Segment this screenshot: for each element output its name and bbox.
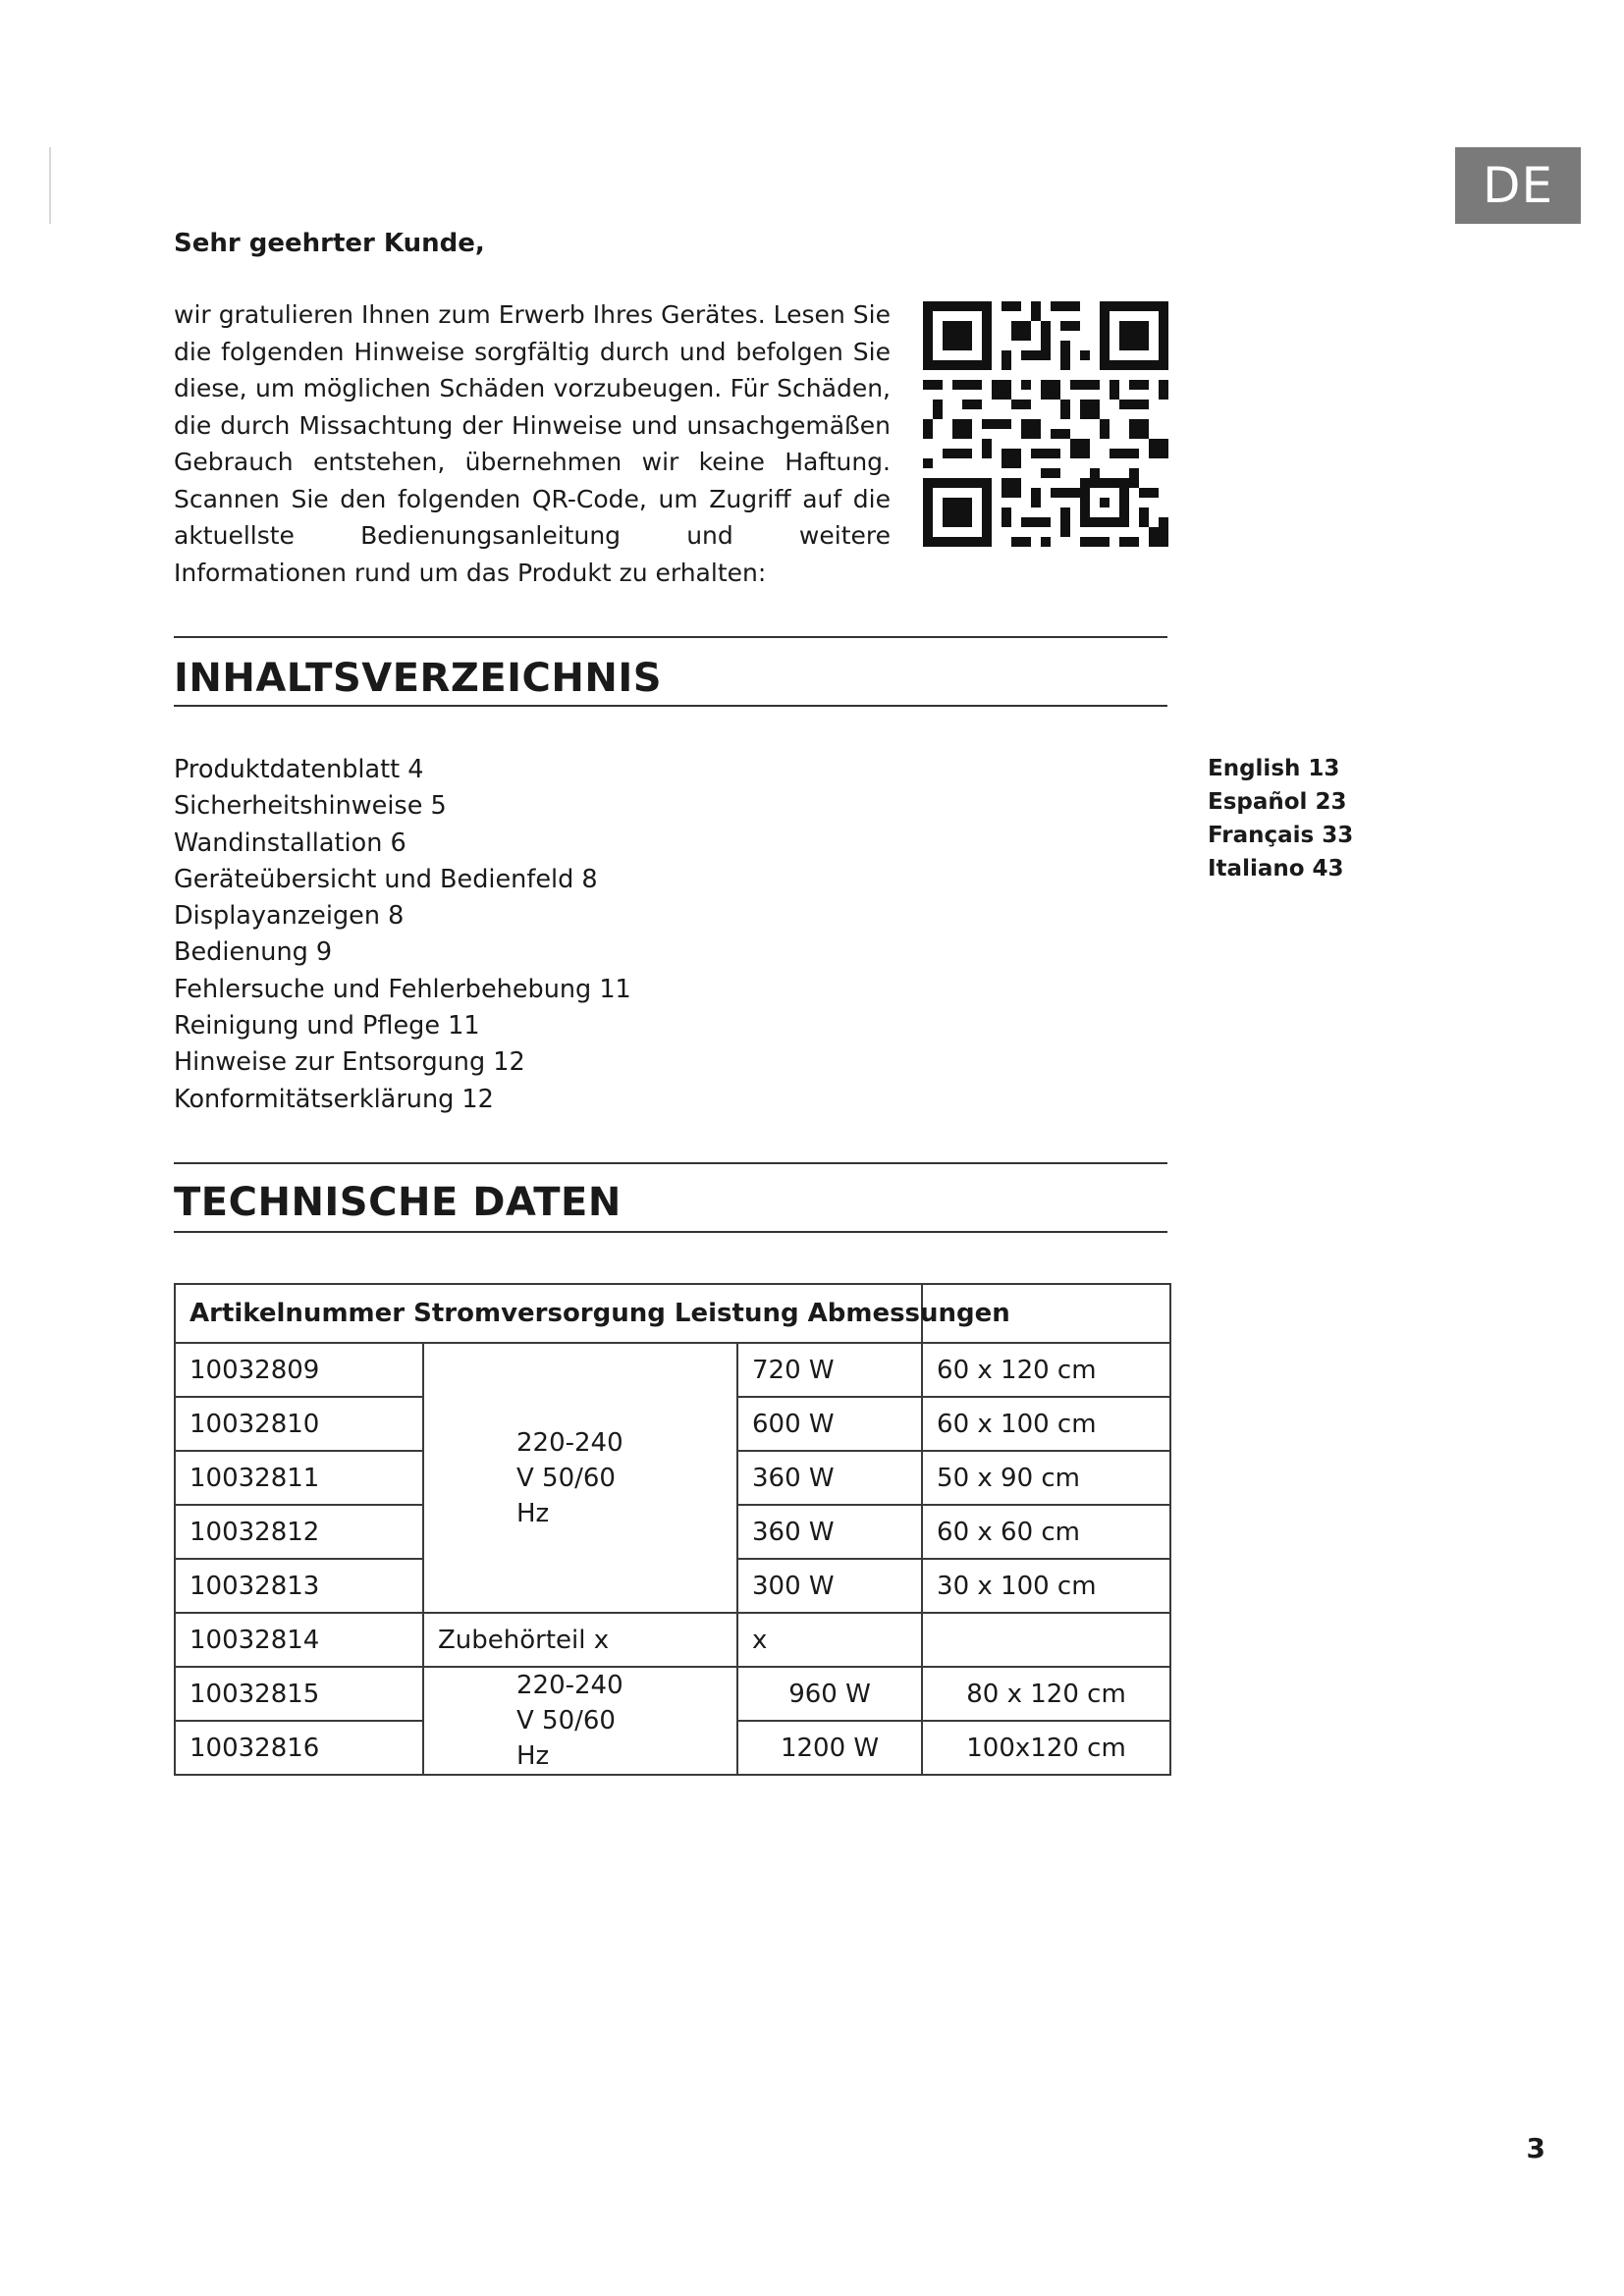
toc-item[interactable]: Fehlersuche und Fehlerbehebung 11 (174, 974, 631, 1004)
toc-item[interactable]: Hinweise zur Entsorgung 12 (174, 1047, 525, 1078)
rule-bottom-tech (174, 1231, 1167, 1233)
toc-heading: INHALTSVERZEICHNIS (174, 656, 663, 701)
power-cell: 1200 W (737, 1721, 922, 1775)
table-row (175, 1343, 1170, 1397)
supply-text: 220-240 V 50/60 Hz (516, 1427, 623, 1528)
power-cell: x (737, 1613, 922, 1667)
qr-code-icon (923, 301, 1168, 547)
rule-bottom-toc (174, 705, 1167, 707)
toc-item[interactable]: Sicherheitshinweise 5 (174, 791, 447, 822)
rule-top-toc (174, 636, 1167, 638)
article-cell: 10032810 (175, 1397, 423, 1451)
article-cell: 10032813 (175, 1559, 423, 1613)
language-link-italian[interactable]: Italiano 43 (1208, 856, 1344, 881)
toc-item[interactable]: Bedienung 9 (174, 937, 333, 968)
article-cell: 10032816 (175, 1721, 423, 1775)
power-cell: 960 W (737, 1667, 922, 1721)
tech-heading: TECHNISCHE DATEN (174, 1180, 622, 1225)
table-row (175, 1667, 1170, 1721)
size-cell: 80 x 120 cm (922, 1667, 1170, 1721)
article-cell: 10032815 (175, 1667, 423, 1721)
power-cell: 300 W (737, 1559, 922, 1613)
language-link-english[interactable]: English 13 (1208, 756, 1340, 781)
language-tab: DE (1455, 147, 1581, 224)
language-index (1208, 752, 1353, 885)
table-header-row (175, 1284, 1170, 1343)
size-cell: 30 x 100 cm (922, 1559, 1170, 1613)
size-cell: 60 x 60 cm (922, 1505, 1170, 1559)
supply-text: 220-240 V 50/60 Hz (516, 1671, 623, 1771)
intro-paragraph: wir gratulieren Ihnen zum Erwerb Ihres Gerätes. Lesen Sie die folgenden Hinweise sorgfältig durch und befolgen Sie diese, um möglichen Schäden vorzubeugen. Für Schäden, die durch Missachtung der Hinweise und unsachgemäßen Gebrauch entstehen, übernehmen wir keine Haftung. Scannen Sie den folgenden QR-Code, um Zugriff auf die aktuellste Bedienungsanleitung und weitere Informationen rund um das Produkt zu erhalten: (174, 300, 891, 587)
article-cell: 10032812 (175, 1505, 423, 1559)
supply-cell (423, 1343, 737, 1613)
page-number: 3 (1526, 2132, 1545, 2164)
language-link-french[interactable]: Français 33 (1208, 823, 1354, 848)
size-cell: 60 x 120 cm (922, 1343, 1170, 1397)
power-cell: 360 W (737, 1451, 922, 1505)
greeting: Sehr geehrter Kunde, (174, 229, 485, 258)
toc-item[interactable]: Konformitätserklärung 12 (174, 1084, 494, 1114)
article-cell: 10032814 (175, 1613, 423, 1667)
toc-item[interactable]: Reinigung und Pflege 11 (174, 1011, 480, 1041)
rule-top-tech (174, 1162, 1167, 1164)
toc-item[interactable]: Displayanzeigen 8 (174, 901, 405, 932)
power-cell: 360 W (737, 1505, 922, 1559)
size-cell (922, 1613, 1170, 1667)
size-cell: 50 x 90 cm (922, 1451, 1170, 1505)
supply-cell (423, 1667, 737, 1775)
toc-item[interactable]: Wandinstallation 6 (174, 828, 406, 858)
language-link-spanish[interactable]: Español 23 (1208, 789, 1347, 815)
article-cell: 10032811 (175, 1451, 423, 1505)
size-cell: 60 x 100 cm (922, 1397, 1170, 1451)
power-cell: 720 W (737, 1343, 922, 1397)
article-cell: 10032809 (175, 1343, 423, 1397)
power-cell: 600 W (737, 1397, 922, 1451)
accessory-cell: Zubehörteil x (423, 1613, 737, 1667)
toc-item[interactable]: Geräteübersicht und Bedienfeld 8 (174, 864, 598, 894)
tech-spec-table (174, 1283, 1171, 1776)
size-cell: 100x120 cm (922, 1721, 1170, 1775)
margin-marker (49, 147, 51, 224)
table-row (175, 1613, 1170, 1667)
toc-list (174, 752, 631, 1118)
toc-item[interactable]: Produktdatenblatt 4 (174, 755, 424, 784)
table-header: Artikelnummer Stromversorgung Leistung Abmessungen (175, 1284, 922, 1343)
